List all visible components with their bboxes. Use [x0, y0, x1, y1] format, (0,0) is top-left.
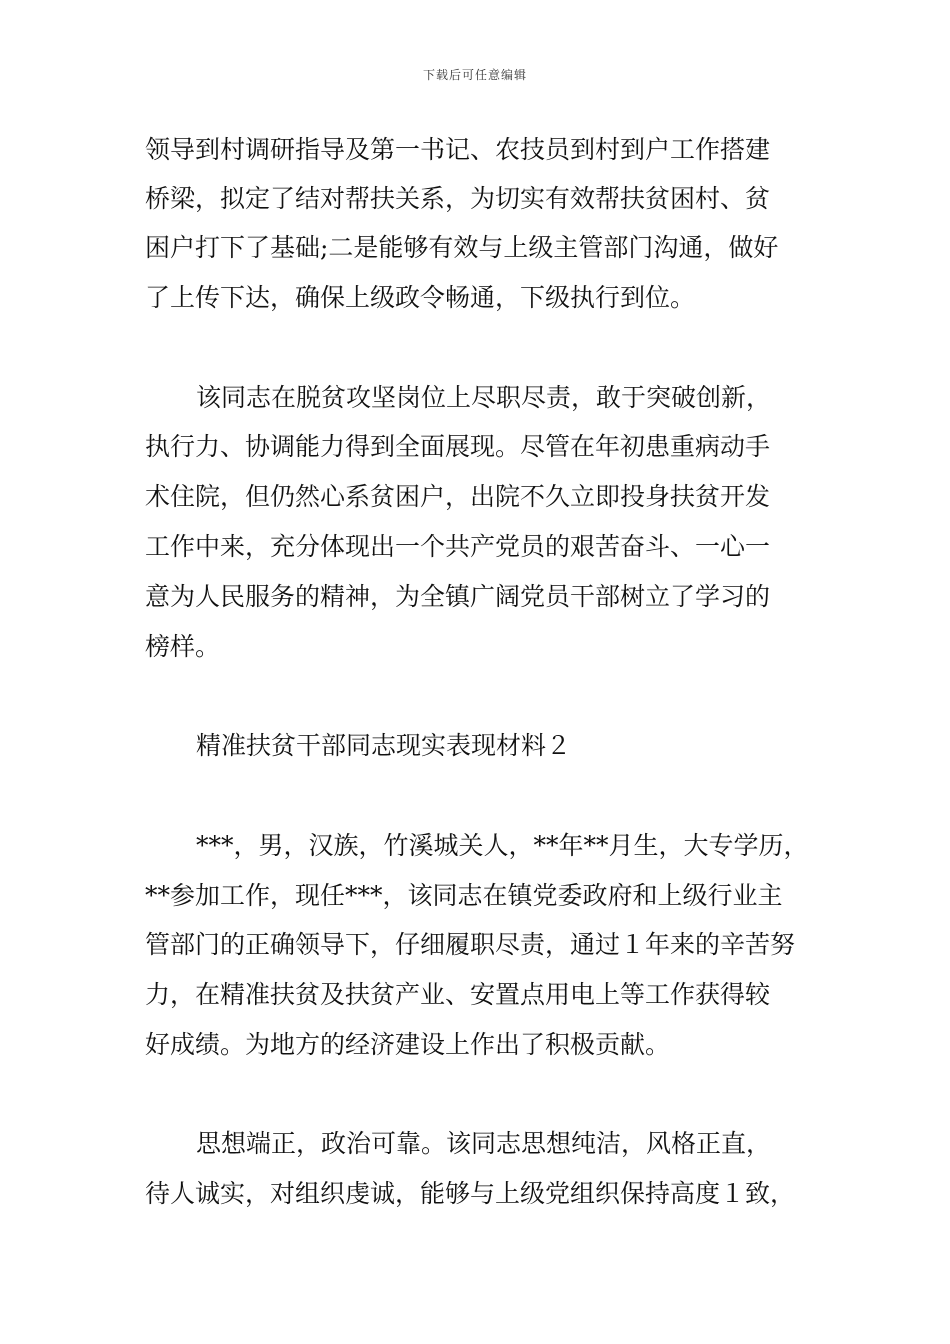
- paragraph-1-line-4: 了上传下达，确保上级政令畅通，下级执行到位。: [145, 283, 696, 312]
- paragraph-3-line-3: 管部门的正确领导下，仔细履职尽责，通过１年来的辛苦努: [145, 930, 796, 959]
- paragraph-2-line-1: 该同志在脱贫攻坚岗位上尽职尽责，敢于突破创新，: [196, 383, 772, 412]
- section-title: 精准扶贫干部同志现实表现材料２: [196, 731, 572, 760]
- paragraph-3-line-5: 好成绩。为地方的经济建设上作出了积极贡献。: [145, 1030, 671, 1059]
- paragraph-2-line-6: 榜样。: [145, 632, 221, 661]
- paragraph-2-line-2: 执行力、协调能力得到全面展现。尽管在年初患重病动手: [145, 432, 771, 461]
- paragraph-2-line-3: 术住院，但仍然心系贫困户，出院不久立即投身扶贫开发: [145, 482, 771, 511]
- paragraph-3-line-2: **参加工作，现任***，该同志在镇党委政府和上级行业主: [145, 881, 783, 910]
- paragraph-3-line-4: 力，在精准扶贫及扶贫产业、安置点用电上等工作获得较: [145, 980, 771, 1009]
- paragraph-1-line-2: 桥梁，拟定了结对帮扶关系，为切实有效帮扶贫困村、贫: [145, 184, 771, 213]
- paragraph-4-line-1: 思想端正，政治可靠。该同志思想纯洁，风格正直，: [196, 1129, 772, 1158]
- paragraph-1-line-1: 领导到村调研指导及第一书记、农技员到村到户工作搭建: [145, 135, 771, 164]
- paragraph-3-line-1: ***，男，汉族，竹溪城关人，**年**月生，大专学历，: [196, 831, 809, 860]
- paragraph-2-line-4: 工作中来，充分体现出一个共产党员的艰苦奋斗、一心一: [145, 532, 771, 561]
- paragraph-2-line-5: 意为人民服务的精神，为全镇广阔党员干部树立了学习的: [145, 582, 771, 611]
- page-header: 下载后可任意编辑: [422, 68, 527, 82]
- paragraph-4-line-2: 待人诚实，对组织虔诚，能够与上级党组织保持高度１致，: [145, 1179, 796, 1208]
- paragraph-1-line-3: 困户打下了基础;二是能够有效与上级主管部门沟通，做好: [145, 233, 779, 262]
